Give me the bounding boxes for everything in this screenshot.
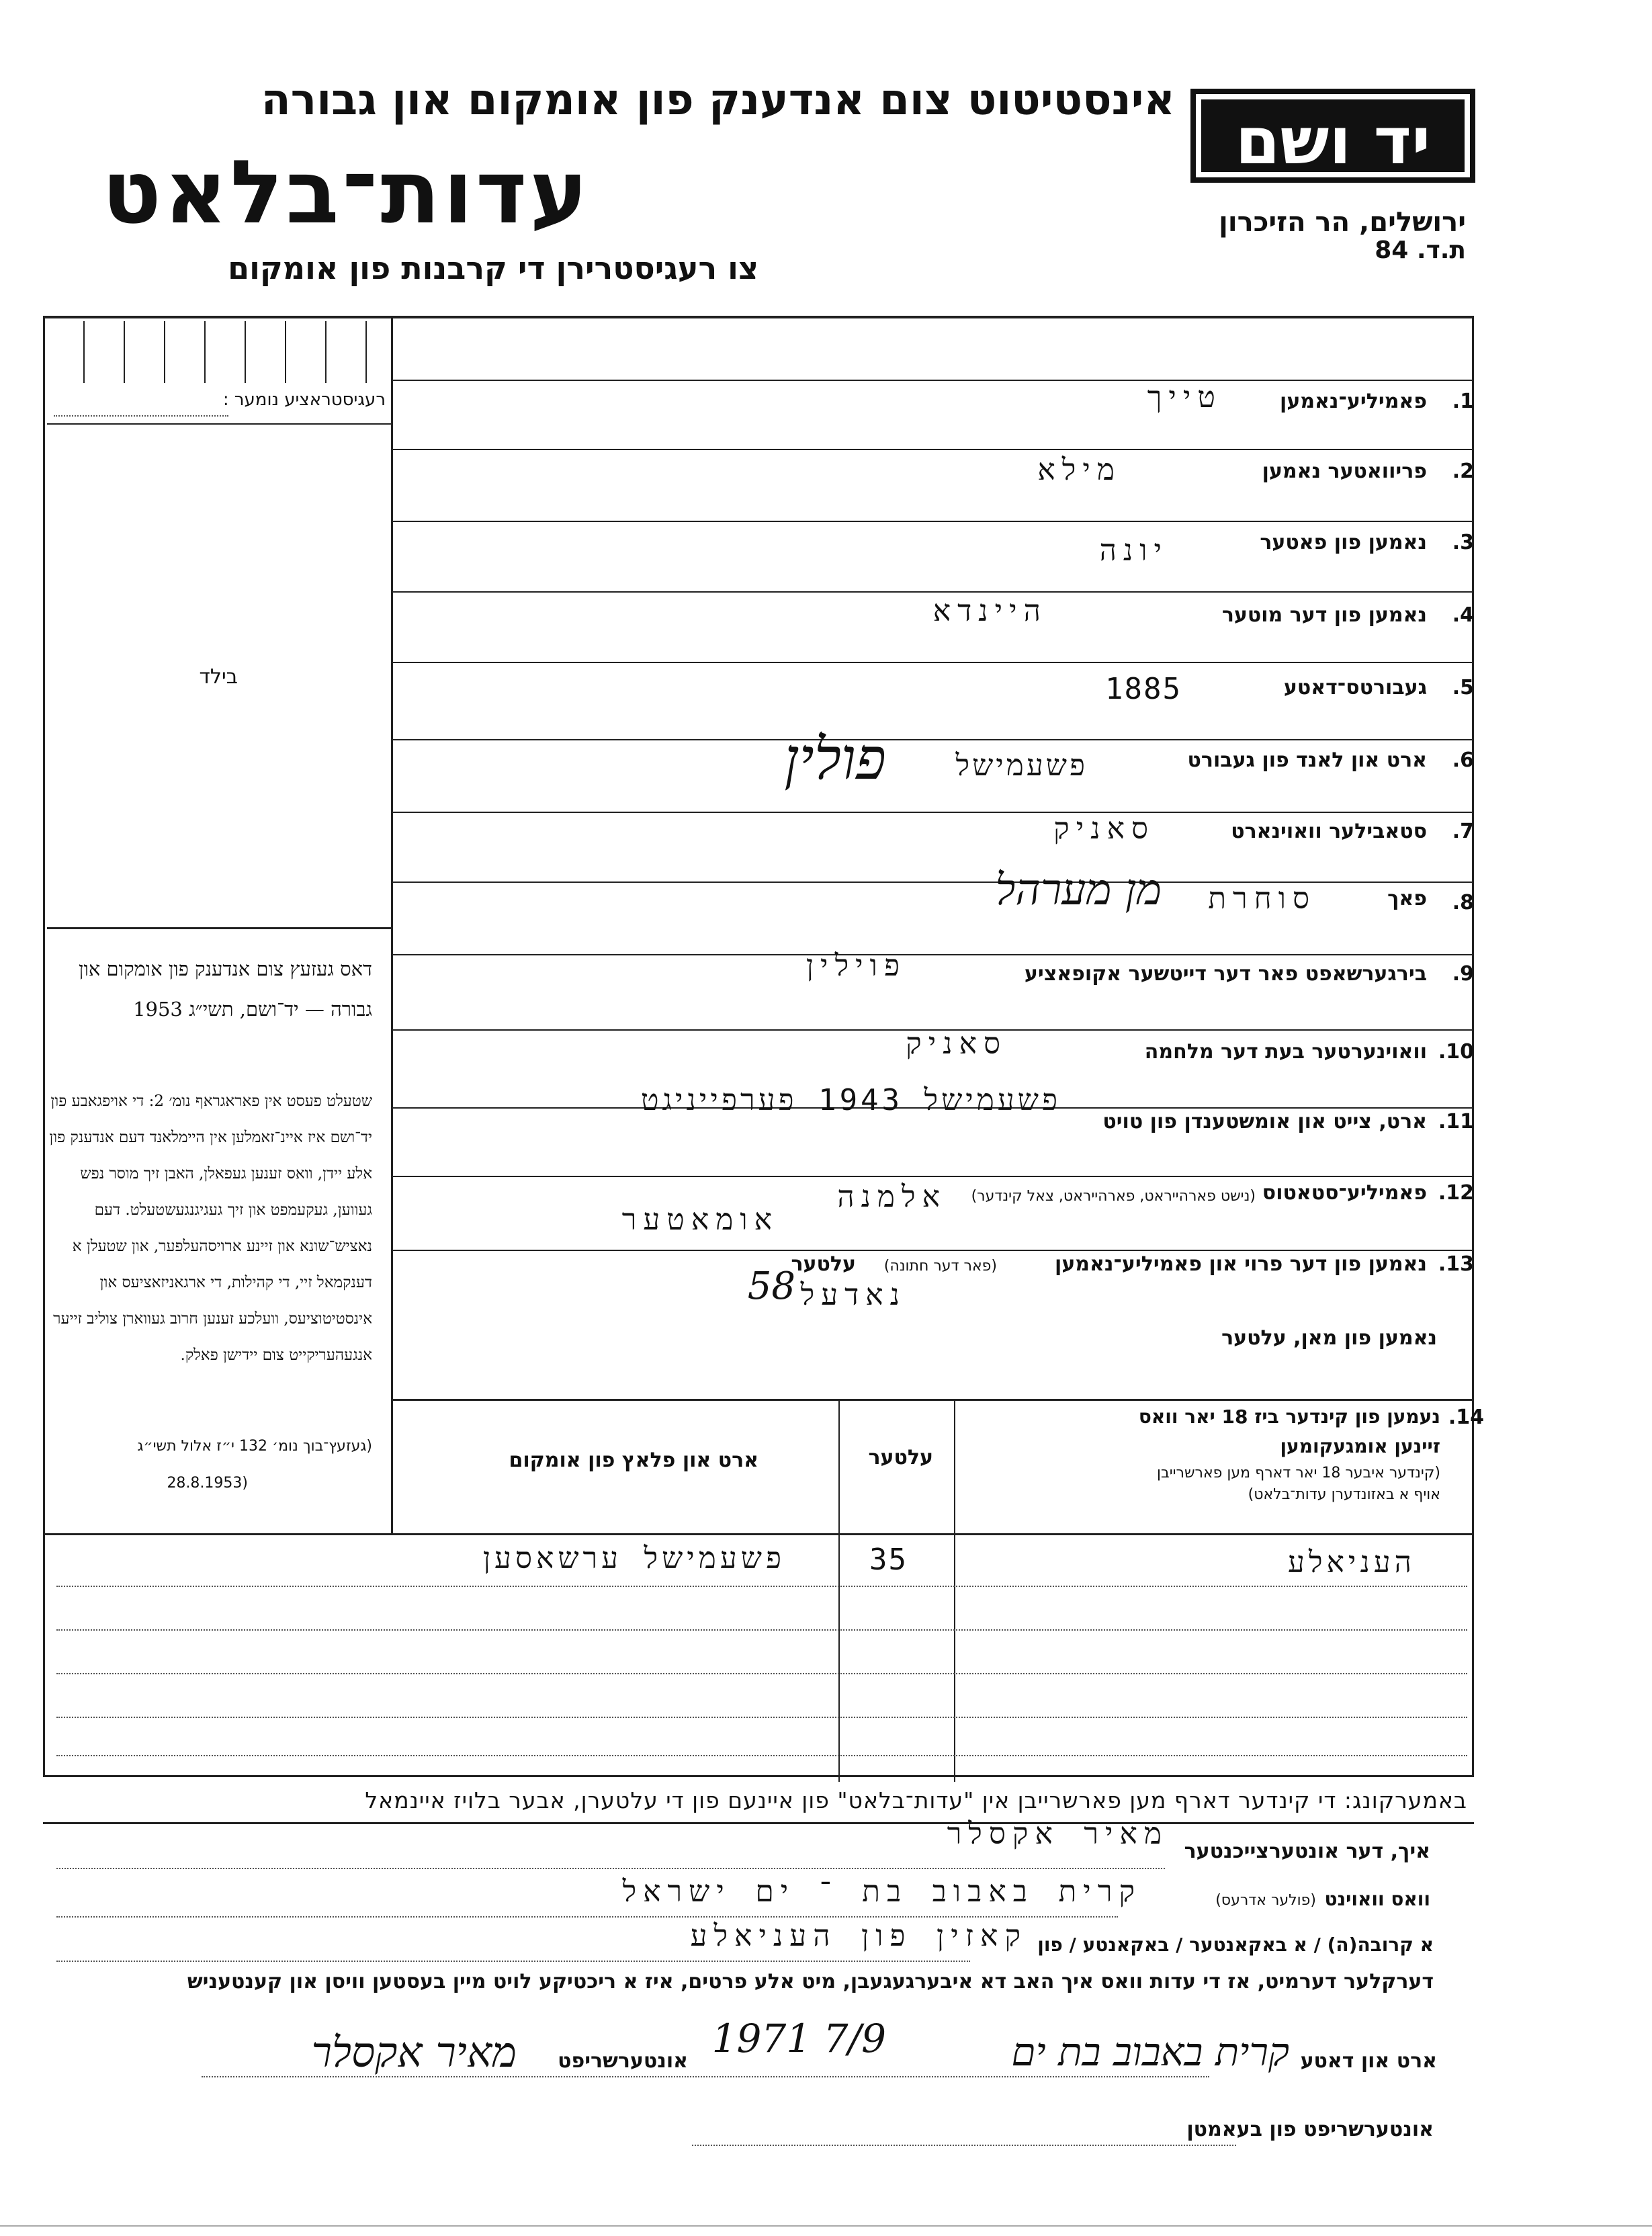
- field-12-value: אלמנה: [837, 1180, 947, 1214]
- form-subtitle: צו רעגיסטרירן די קרבנות פון אומקום: [228, 250, 758, 286]
- field-9-value: פוילין: [806, 949, 906, 983]
- address-line-2: ת.ד. 84: [1375, 236, 1466, 264]
- witness-signature-label: אונטערשריפט פון בעאמטן: [1186, 2118, 1434, 2141]
- field-12-value-extra: אומאטער: [621, 1203, 779, 1237]
- address-line-1: ירושלים, הר הזיכרון: [1219, 207, 1466, 238]
- law-reference: (געזעץ־בוך נומ׳ 132 י״ז אלול תשי״ג: [137, 1438, 372, 1455]
- date-handwritten: 7/9 1971: [711, 2016, 886, 2061]
- children-note-2: אויף א באזונדערן עדות־בלאט): [1248, 1486, 1440, 1503]
- field-9-label: בירגערשאפט פאר דער דייטשער אקופאציע: [1024, 962, 1427, 986]
- child-row-1-place: פשעמישל ערשאסען: [482, 1541, 785, 1576]
- field-6-num: 6.: [1452, 748, 1474, 772]
- field-3-label: נאמען פון פאטער: [1260, 531, 1427, 554]
- signer-label: איך, דער אונטערצייכנטער: [1184, 1840, 1430, 1863]
- field-8-value: סוחרת: [1208, 882, 1316, 916]
- signature-label: אונטערשריפט: [558, 2049, 688, 2073]
- field-1-num: 1.: [1452, 390, 1474, 413]
- field-8-num: 8.: [1452, 891, 1474, 914]
- child-row-1-age: 35: [869, 1543, 908, 1577]
- field-1-label: פאמיליע־נאמען: [1280, 390, 1427, 413]
- field-3-value: יונה: [1099, 533, 1168, 568]
- address-label: וואס וואוינט: [1324, 1888, 1430, 1910]
- yad-vashem-logo: [1190, 89, 1475, 183]
- children-label-1: נעמען פון קינדער ביז 18 יאר וואס: [1138, 1406, 1440, 1428]
- field-2-num: 2.: [1452, 460, 1474, 483]
- field-11-num: 11.: [1438, 1110, 1474, 1133]
- reg-number-label: רעגיסטראציע נומער :: [222, 390, 386, 410]
- field-2-value: מילא: [1037, 453, 1121, 487]
- sidebar-divider: [391, 316, 393, 1533]
- field-1-value: טייך: [1147, 380, 1222, 415]
- field-13-note: (פאר דער חתונה): [883, 1258, 997, 1275]
- field-10-value: סאניק: [906, 1027, 1007, 1061]
- field-11-value: פשעמישל 1943 פערפייניגט: [640, 1083, 1061, 1117]
- field-4-value: היינדא: [932, 594, 1047, 628]
- field-13-age-handwritten: 58: [747, 1264, 795, 1308]
- photo-label: בילד: [199, 665, 238, 689]
- address-value: קרית באבוב בת ־ ים ישראל: [622, 1875, 1141, 1909]
- law-paragraph: דאס געזעץ צום אנדענק פון אומקום און גבורה — יד־ושם, תשי״ג 1953: [79, 957, 372, 1021]
- field-13-label: נאמען פון דער פרוי און פאמיליע־נאמען: [1055, 1252, 1427, 1276]
- place-date-label: ארט און דאטע: [1300, 2049, 1437, 2073]
- form-title: עדות־בלאט: [101, 141, 591, 243]
- field-6-value: פשעמישל: [955, 748, 1088, 783]
- relation-value: קאזין פון העניאלע: [690, 1919, 1027, 1953]
- child-row-1-name: העניאלע: [1288, 1545, 1416, 1580]
- field-5-num: 5.: [1452, 676, 1474, 699]
- field-3-num: 3.: [1452, 531, 1474, 554]
- footer-note: באמערקונג: די קינדער דארף מען פארשרייבן אין "עדות־בלאט" פון איינעם פון די עלטערן, אבער בלויז איינמאל: [365, 1787, 1467, 1813]
- field-5-value: 1885: [1105, 672, 1182, 706]
- field-5-label: געבורטס־דאטע: [1283, 676, 1427, 699]
- field-10-label: וואוינערטער בעת דער מלחמה: [1144, 1040, 1427, 1064]
- field-4-label: נאמען פון דער מוטער: [1221, 603, 1427, 627]
- field-6-handwritten: פולין: [784, 726, 886, 793]
- address-note: (פולער אדרעס): [1215, 1892, 1316, 1909]
- children-note-1: (קינדער איבער 18 יאר דארף מען פארשרייבן: [1157, 1465, 1440, 1481]
- field-2-label: פריוואטער נאמען: [1262, 460, 1427, 483]
- field-8-handwritten: מן מערהל: [995, 865, 1162, 915]
- field-12-label: פאמיליע־סטאטוס: [1262, 1181, 1427, 1205]
- children-label-2: זיינען אומגעקומען: [1280, 1435, 1440, 1457]
- field-7-label: סטאבילער וואוינארט: [1231, 820, 1427, 843]
- field-10-num: 10.: [1438, 1040, 1474, 1064]
- field-11-label: ארט, צייט און אומשטענדן פון טויט: [1102, 1110, 1427, 1133]
- field-8-label: פאך: [1387, 887, 1427, 910]
- relation-label: א קרובה(ה) / א באקאנטער / באקאנטע / פון: [1037, 1934, 1434, 1956]
- children-num: 14.: [1448, 1406, 1484, 1429]
- logo-text: יד ושם: [1235, 103, 1431, 179]
- husband-name-label: נאמען פון מאן, עלטער: [1221, 1326, 1437, 1350]
- col-age-header: עלטער: [868, 1446, 933, 1469]
- field-12-num: 12.: [1438, 1181, 1474, 1205]
- institute-name: אינסטיטוט צום אנדענק פון אומקום און גבורה: [261, 75, 1175, 125]
- field-13-age-label: עלטער: [791, 1252, 856, 1276]
- field-9-num: 9.: [1452, 962, 1474, 986]
- law-clause: שטעלט פעסט אין פאראגראף נומ׳ 2: די אויפגאבע פון יד־ושם איז איינ־זאמלען אין היימלאנד דעם אנדענק פון אלע יידן, וואס זענען געפאלן, האבן זיך מוסר נפש געווען, געקעמפט און זיך געגיגנגעשטעלט. דעם נאציש־שונא און זיינע ארויסהעלפער, און שטעלן א דענקמאל זיי, די קהילות, די ארגאניזאציעס און אינסטיטוציעס, וועלכע זענען חרוב געווארן צוליב זייער אנגעהעריקייט צום יידישן פאלק.: [49, 1092, 372, 1364]
- field-13-num: 13.: [1438, 1252, 1474, 1276]
- reg-number-boxes: [43, 321, 391, 383]
- field-7-value: סאניק: [1053, 812, 1155, 846]
- field-6-label: ארט און לאנד פון געבורט: [1187, 748, 1427, 772]
- field-7-num: 7.: [1452, 820, 1474, 843]
- signer-value: מאיר אקסלר: [947, 1817, 1168, 1851]
- col-place-header: ארט און פלאץ פון אומקום: [509, 1449, 758, 1472]
- place-date-handwritten: קרית באבוב בת ים: [1011, 2029, 1289, 2075]
- field-13-value: נאדעל: [800, 1278, 906, 1312]
- signature-handwritten: מאיר אקסלר: [311, 2028, 517, 2077]
- law-date: (28.8.1953: [167, 1475, 248, 1492]
- declaration-text: דערקלער דערמיט, אז די עדות וואס איך האב דא איבערגעגעבן, מיט אלע פרטים, איז א ריכטיקע לויט מיין בעסטען וויסן און קענטעניש: [187, 1970, 1434, 1993]
- field-12-note: (נישט פארהייראט, פארהייראט, צאל קינדער): [971, 1188, 1256, 1205]
- field-4-num: 4.: [1452, 603, 1474, 627]
